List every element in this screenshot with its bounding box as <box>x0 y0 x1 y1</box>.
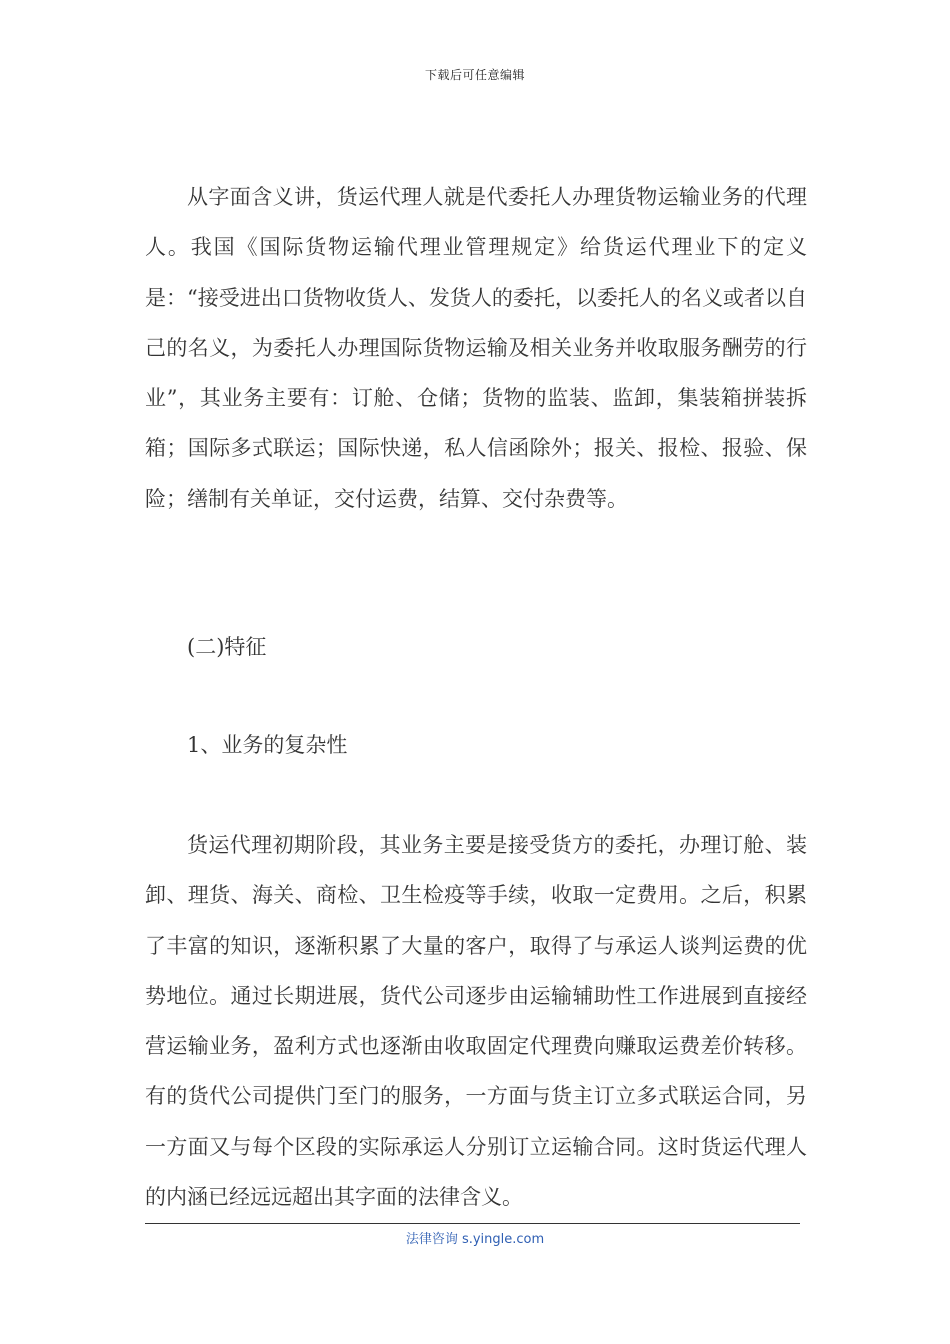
section-heading-features: (二)特征 <box>187 635 267 659</box>
footer-link[interactable]: 法律咨询 s.yingle.com <box>405 1232 545 1247</box>
paragraph-definition: 从字面含义讲，货运代理人就是代委托人办理货物运输业务的代理人。我国《国际货物运输代理业管理规定》给货运代理业下的定义是：“接受进出口货物收货人、发货人的委托，以委托人的名义或者以自己的名义，为委托人办理国际货物运输及相关业务并收取服务酬劳的行业”，其业务主要有：订舱、仓储；货物的监装、监卸，集装箱拼装拆箱；国际多式联运；国际快递，私人信函除外；报关、报检、报验、保险；缮制有关单证，交付运费，结算、交付杂费等。 <box>145 185 807 511</box>
paragraph-complexity: 货运代理初期阶段，其业务主要是接受货方的委托，办理订舱、装卸、理货、海关、商检、卫生检疫等手续，收取一定费用。之后，积累了丰富的知识，逐渐积累了大量的客户，取得了与承运人谈判运费的优势地位。通过长期进展，货代公司逐步由运输辅助性工作进展到直接经营运输业务，盈利方式也逐渐由收取固定代理费向赚取运费差价转移。有的货代公司提供门至门的服务，一方面与货主订立多式联运合同，另一方面又与每个区段的实际承运人分别订立运输合同。这时货运代理人的内涵已经远远超出其字面的法律含义。 <box>145 833 807 1210</box>
subsection-heading-complexity: 1、业务的复杂性 <box>187 733 348 757</box>
header-note: 下载后可任意编辑 <box>424 68 525 82</box>
footer-divider <box>145 1223 800 1224</box>
